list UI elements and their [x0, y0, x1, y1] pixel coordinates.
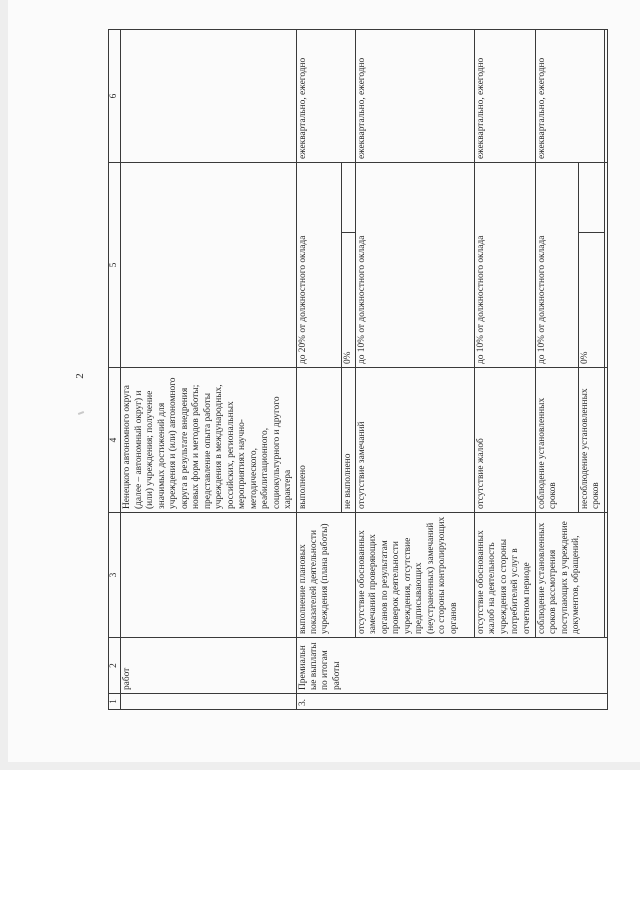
indicator-text: выполнение плановых показателей деятельности учреждения (плана работы): [296, 513, 355, 638]
header-col-2: 2: [109, 638, 121, 694]
cont-num-cell: [121, 694, 296, 710]
scan-mark: [78, 411, 84, 415]
table-row: [355, 30, 474, 710]
table-row: [296, 30, 341, 710]
amount-empty-cell: [578, 163, 604, 233]
condition-text: не выполнено: [341, 368, 355, 513]
table-row: [604, 30, 607, 710]
periodicity-text: ежеквартально, ежегодно: [535, 30, 604, 163]
header-col-6: 6: [109, 30, 121, 163]
header-col-3: 3: [109, 513, 121, 638]
cont-category-cell: работ: [121, 638, 296, 694]
header-col-5: 5: [109, 163, 121, 368]
cont-amount-cell: [121, 163, 296, 368]
periodicity-text: ежеквартально, ежегодно: [296, 30, 355, 163]
amount-text: до 10% от должностного оклада: [535, 163, 578, 368]
condition-text: выполнено: [296, 368, 341, 513]
header-col-4: 4: [109, 368, 121, 513]
condition-text: соблюдение установленных сроков: [535, 368, 578, 513]
amount-text: до 20% от должностного оклада: [296, 163, 341, 368]
condition-text: несоблюдение установленных сроков: [578, 368, 604, 513]
indicator-text: отсутствие обоснованных замечаний проверяющих органов по результатам проверок деятельности учреждения, отсутствие предписывающих (неустраненных) замечаний со стороны контролирующих органов: [355, 513, 474, 638]
header-row: [109, 30, 121, 710]
continuation-row: [121, 30, 296, 710]
indicator-text: соблюдение установленных сроков рассмотрения поступающих в учреждение документов, обращений,: [535, 513, 604, 638]
cont-indicator-cell: [121, 513, 296, 638]
amount-text: до 10% от должностного оклада: [355, 163, 474, 368]
table-row: [535, 30, 578, 710]
indicator-text: отсутствие обоснованных жалоб на деятельность учреждения со стороны потребителей услуг в отчетном периоде: [474, 513, 535, 638]
amount-empty-cell: [341, 163, 355, 233]
document-page: [8, 0, 640, 762]
page-number: 2: [73, 373, 86, 379]
amount-text: 0%: [578, 233, 604, 368]
bonus-criteria-table: [108, 29, 608, 710]
cont-condition-cell: Ненецкого автономного округа (далее – автономный округ) и (или) учреждения; получение значимых достижений для учреждения и (или) автономного округа в результате внедрения новых форм и методов работы; представление опыта работы учреждения в международных, российских, региональных мероприятиях научно-методического, реабилитационного, социокультурного и другого характера: [121, 368, 296, 513]
filler-cell: [604, 163, 607, 368]
condition-text: отсутствие замечаний: [355, 368, 474, 513]
header-col-1: 1: [109, 694, 121, 710]
condition-text: отсутствие жалоб: [474, 368, 535, 513]
amount-text: до 10% от должностного оклада: [474, 163, 535, 368]
cont-period-cell: [121, 30, 296, 163]
amount-text: 0%: [341, 233, 355, 368]
periodicity-text: ежеквартально, ежегодно: [474, 30, 535, 163]
filler-cell: [604, 513, 607, 638]
filler-cell: [604, 30, 607, 163]
rotated-table-container: [108, 30, 602, 710]
section-number: 3.: [296, 694, 607, 710]
section-title: Премиальные выплаты по итогам работы: [296, 638, 607, 694]
table-viewport: [108, 30, 602, 710]
periodicity-text: ежеквартально, ежегодно: [355, 30, 474, 163]
table-row: [474, 30, 535, 710]
filler-cell: [604, 368, 607, 513]
